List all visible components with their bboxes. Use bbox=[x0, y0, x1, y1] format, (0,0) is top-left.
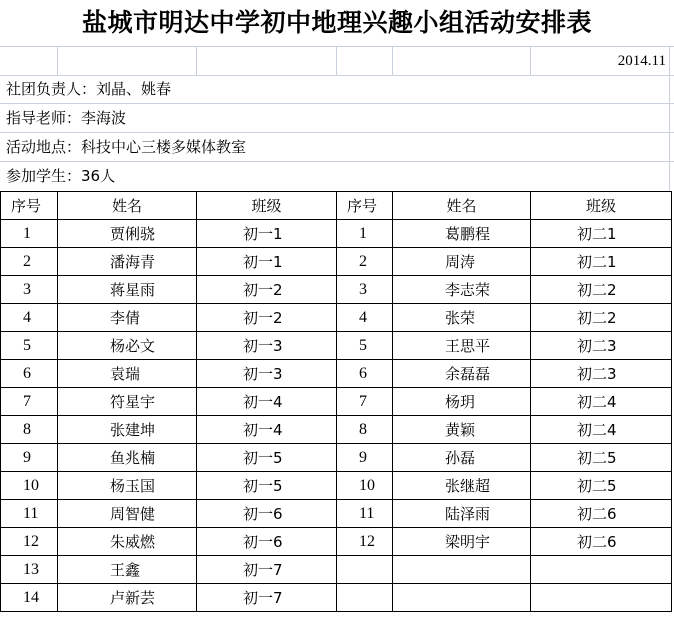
gridline bbox=[392, 46, 393, 75]
student-name-cell: 张建坤 bbox=[58, 416, 197, 444]
header-no: 序号 bbox=[1, 192, 58, 220]
class-cell bbox=[531, 584, 672, 612]
class-cell: 初二5 bbox=[531, 444, 672, 472]
student-name-cell: 李倩 bbox=[58, 304, 197, 332]
gridline bbox=[196, 46, 197, 75]
row-number-cell: 7 bbox=[1, 388, 58, 416]
class-cell: 初一5 bbox=[197, 472, 337, 500]
table-row bbox=[1, 500, 672, 528]
header-row bbox=[1, 192, 672, 220]
student-name-cell: 杨玥 bbox=[393, 388, 531, 416]
row-number-cell: 11 bbox=[337, 500, 393, 528]
gridline bbox=[669, 46, 670, 192]
class-cell: 初二6 bbox=[531, 528, 672, 556]
row-number-cell: 6 bbox=[337, 360, 393, 388]
student-name-cell: 符星宇 bbox=[58, 388, 197, 416]
table-row bbox=[1, 584, 672, 612]
row-number-cell: 8 bbox=[337, 416, 393, 444]
row-number-cell: 1 bbox=[1, 220, 58, 248]
student-name-cell: 王思平 bbox=[393, 332, 531, 360]
row-number-cell: 7 bbox=[337, 388, 393, 416]
table-row bbox=[1, 444, 672, 472]
student-name-cell: 陆泽雨 bbox=[393, 500, 531, 528]
row-number-cell: 11 bbox=[1, 500, 58, 528]
row-number-cell: 4 bbox=[337, 304, 393, 332]
student-name-cell: 葛鹏程 bbox=[393, 220, 531, 248]
table-row bbox=[1, 276, 672, 304]
header-no: 序号 bbox=[337, 192, 393, 220]
row-number-cell: 6 bbox=[1, 360, 58, 388]
gridline bbox=[530, 46, 531, 75]
class-cell: 初一2 bbox=[197, 276, 337, 304]
row-number-cell: 5 bbox=[337, 332, 393, 360]
table-row bbox=[1, 220, 672, 248]
student-name-cell: 黄颖 bbox=[393, 416, 531, 444]
student-name-cell: 余磊磊 bbox=[393, 360, 531, 388]
row-number-cell: 9 bbox=[337, 444, 393, 472]
student-name-cell: 孙磊 bbox=[393, 444, 531, 472]
row-number-cell: 12 bbox=[1, 528, 58, 556]
class-cell: 初二4 bbox=[531, 416, 672, 444]
location-text: 活动地点：科技中心三楼多媒体教室 bbox=[6, 138, 247, 156]
class-cell: 初二3 bbox=[531, 332, 672, 360]
table-row bbox=[1, 304, 672, 332]
class-cell: 初二1 bbox=[531, 248, 672, 276]
gridline bbox=[57, 46, 58, 75]
row-number-cell: 9 bbox=[1, 444, 58, 472]
class-cell: 初一4 bbox=[197, 416, 337, 444]
row-number-cell: 3 bbox=[1, 276, 58, 304]
class-cell: 初一6 bbox=[197, 528, 337, 556]
class-cell: 初二3 bbox=[531, 360, 672, 388]
class-cell: 初二4 bbox=[531, 388, 672, 416]
table-row bbox=[1, 388, 672, 416]
class-cell bbox=[531, 556, 672, 584]
header-class: 班级 bbox=[531, 192, 672, 220]
row-number-cell: 12 bbox=[337, 528, 393, 556]
class-cell: 初一3 bbox=[197, 360, 337, 388]
student-name-cell: 蒋星雨 bbox=[58, 276, 197, 304]
student-name-cell: 潘海青 bbox=[58, 248, 197, 276]
student-name-cell: 梁明宇 bbox=[393, 528, 531, 556]
class-cell: 初一4 bbox=[197, 388, 337, 416]
table-row bbox=[1, 416, 672, 444]
advisor-text: 指导老师：李海波 bbox=[6, 109, 127, 127]
student-name-cell: 杨必文 bbox=[58, 332, 197, 360]
row-number-cell bbox=[337, 556, 393, 584]
table-row bbox=[1, 528, 672, 556]
class-cell: 初一1 bbox=[197, 248, 337, 276]
gridline bbox=[0, 46, 674, 47]
roster-table bbox=[0, 191, 672, 612]
header-class: 班级 bbox=[197, 192, 337, 220]
student-name-cell: 周涛 bbox=[393, 248, 531, 276]
class-cell: 初一6 bbox=[197, 500, 337, 528]
class-cell: 初一1 bbox=[197, 220, 337, 248]
class-cell: 初二1 bbox=[531, 220, 672, 248]
student-name-cell bbox=[393, 556, 531, 584]
class-cell: 初二2 bbox=[531, 304, 672, 332]
row-number-cell: 4 bbox=[1, 304, 58, 332]
row-number-cell: 1 bbox=[337, 220, 393, 248]
row-number-cell: 10 bbox=[337, 472, 393, 500]
row-number-cell: 3 bbox=[337, 276, 393, 304]
table-row bbox=[1, 472, 672, 500]
date-label: 2014.11 bbox=[617, 53, 666, 69]
row-number-cell: 10 bbox=[1, 472, 58, 500]
table-row bbox=[1, 332, 672, 360]
class-cell: 初一7 bbox=[197, 584, 337, 612]
student-name-cell: 贾俐骁 bbox=[58, 220, 197, 248]
student-name-cell: 朱威燃 bbox=[58, 528, 197, 556]
student-name-cell: 张继超 bbox=[393, 472, 531, 500]
row-number-cell: 14 bbox=[1, 584, 58, 612]
table-row bbox=[1, 360, 672, 388]
students-count-text: 参加学生：36人 bbox=[6, 167, 116, 185]
student-name-cell: 袁瑞 bbox=[58, 360, 197, 388]
student-name-cell: 周智健 bbox=[58, 500, 197, 528]
student-name-cell bbox=[393, 584, 531, 612]
class-cell: 初二5 bbox=[531, 472, 672, 500]
student-name-cell: 王鑫 bbox=[58, 556, 197, 584]
class-cell: 初二6 bbox=[531, 500, 672, 528]
student-name-cell: 张荣 bbox=[393, 304, 531, 332]
table-row bbox=[1, 556, 672, 584]
header-name: 姓名 bbox=[393, 192, 531, 220]
header-name: 姓名 bbox=[58, 192, 197, 220]
sheet-title: 盐城市明达中学初中地理兴趣小组活动安排表 bbox=[81, 8, 592, 37]
row-number-cell: 8 bbox=[1, 416, 58, 444]
student-name-cell: 李志荣 bbox=[393, 276, 531, 304]
class-cell: 初二2 bbox=[531, 276, 672, 304]
class-cell: 初一2 bbox=[197, 304, 337, 332]
row-number-cell: 13 bbox=[1, 556, 58, 584]
student-name-cell: 杨玉国 bbox=[58, 472, 197, 500]
gridline bbox=[336, 46, 337, 75]
student-name-cell: 鱼兆楠 bbox=[58, 444, 197, 472]
club-leader-text: 社团负责人：刘晶、姚春 bbox=[6, 80, 172, 98]
table-row bbox=[1, 248, 672, 276]
class-cell: 初一5 bbox=[197, 444, 337, 472]
row-number-cell bbox=[337, 584, 393, 612]
row-number-cell: 2 bbox=[1, 248, 58, 276]
class-cell: 初一3 bbox=[197, 332, 337, 360]
student-name-cell: 卢新芸 bbox=[58, 584, 197, 612]
row-number-cell: 5 bbox=[1, 332, 58, 360]
class-cell: 初一7 bbox=[197, 556, 337, 584]
row-number-cell: 2 bbox=[337, 248, 393, 276]
